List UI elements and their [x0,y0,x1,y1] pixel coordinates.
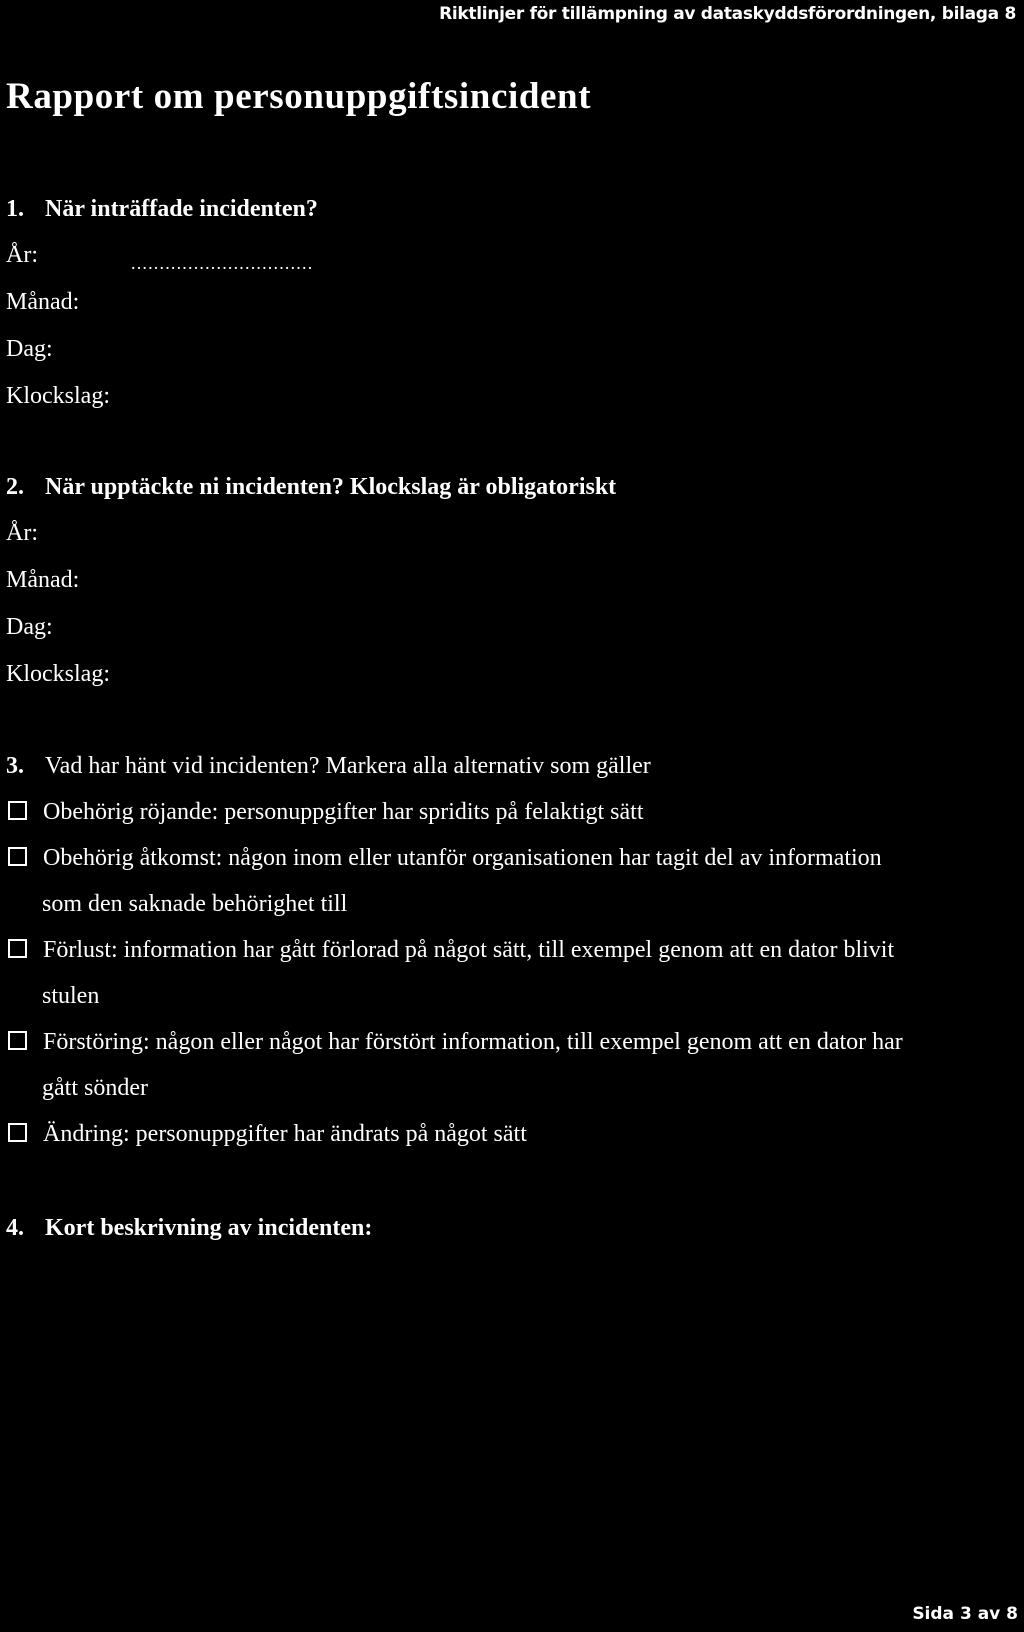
option-label: Obehörig åtkomst: någon inom eller utanför organisationen har tagit del av information [43,845,882,871]
q1-field-day-label: Dag: [6,336,53,362]
q1-year-input[interactable]: ................................ [131,253,314,273]
option-forlust[interactable] [8,937,894,964]
option-label-continued: som den saknade behörighet till [42,891,348,917]
option-label: Förstöring: någon eller något har förstört information, till exempel genom att en dator har [43,1029,903,1055]
question-2 [6,474,616,501]
question-1-number: 1. [6,196,24,222]
option-label: Obehörig röjande: personuppgifter har spridits på felaktigt sätt [43,799,644,825]
option-label-continued: gått sönder [42,1075,148,1101]
page-number: Sida 3 av 8 [912,1604,1018,1624]
checkbox-andring[interactable] [8,1123,27,1142]
question-3-number: 3. [6,753,24,779]
q1-field-year-label: År: [6,242,38,268]
checkbox-forlust[interactable] [8,939,27,958]
q2-field-day-label: Dag: [6,614,53,640]
q2-field-month-label: Månad: [6,567,80,593]
option-obehorig-rojande[interactable] [8,799,644,826]
option-label-continued: stulen [42,983,100,1009]
checkbox-obehorig-atkomst[interactable] [8,847,27,866]
question-4 [6,1215,372,1242]
option-label: Förlust: information har gått förlorad på något sätt, till exempel genom att en dator blivit [43,937,895,963]
checkbox-forstoring[interactable] [8,1031,27,1050]
option-forstoring[interactable] [8,1029,903,1056]
q1-field-time-label: Klockslag: [6,383,110,409]
option-andring[interactable] [8,1121,527,1148]
question-4-number: 4. [6,1215,24,1241]
page-title: Rapport om personuppgiftsincident [6,76,592,117]
option-label: Ändring: personuppgifter har ändrats på något sätt [43,1121,527,1147]
question-3 [6,753,651,780]
q1-field-month-label: Månad: [6,289,80,315]
checkbox-obehorig-rojande[interactable] [8,801,27,820]
option-obehorig-atkomst[interactable] [8,845,882,872]
question-3-text: Vad har hänt vid incidenten? Markera alla alternativ som gäller [45,753,651,779]
q2-field-year-label: År: [6,520,38,546]
question-2-number: 2. [6,474,24,500]
question-4-text: Kort beskrivning av incidenten: [45,1215,373,1241]
q2-field-time-label: Klockslag: [6,661,110,687]
question-1 [6,196,318,223]
question-2-text: När upptäckte ni incidenten? Klockslag är obligatoriskt [45,474,617,500]
question-1-text: När inträffade incidenten? [45,196,318,222]
document-header: Riktlinjer för tillämpning av dataskyddsförordningen, bilaga 8 [439,4,1016,24]
